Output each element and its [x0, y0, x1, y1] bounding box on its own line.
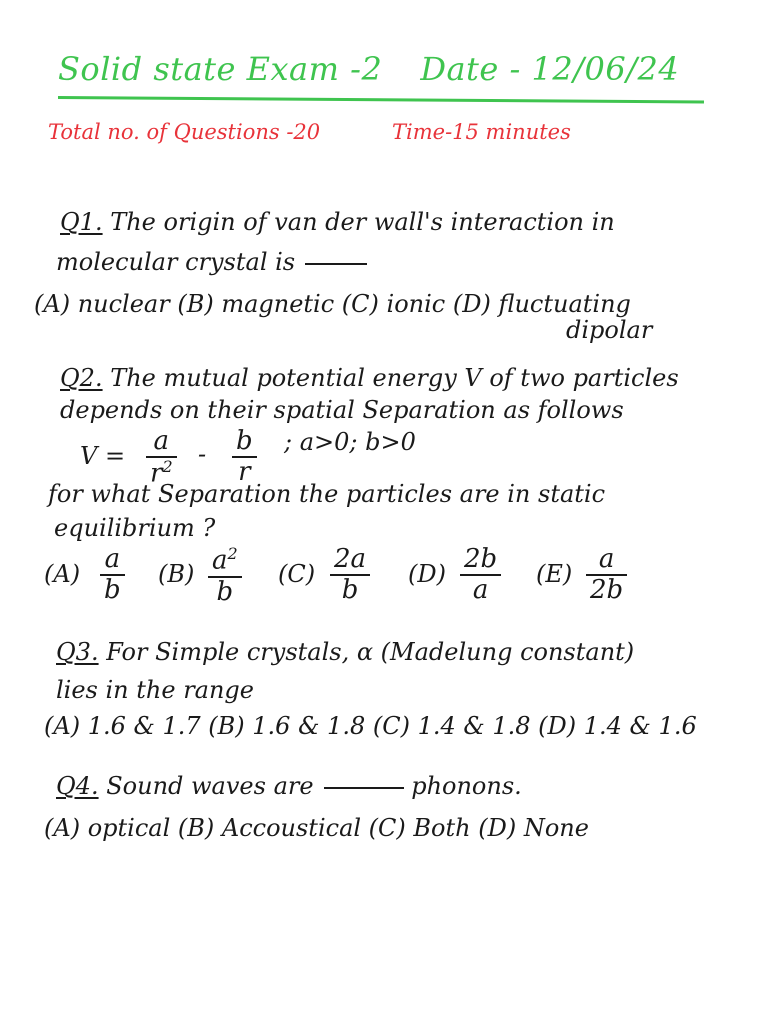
q2-opt-b-label: (B)	[158, 560, 195, 588]
q2-line-3: for what Separation the particles are in static	[48, 480, 606, 508]
q1-option-d-cont: dipolar	[566, 316, 653, 344]
q2-text-1: The mutual potential energy V of two particles	[110, 364, 679, 392]
exam-date: Date - 12/06/24	[420, 50, 680, 88]
q2-line-1	[60, 364, 679, 392]
q2-opt-c-den: b	[341, 575, 359, 606]
q2-opt-b-num: a	[212, 545, 228, 576]
q2-opt-e-num: a	[598, 544, 615, 574]
q2-opt-b-den: b	[216, 576, 234, 607]
q2-eq-lhs: V =	[80, 442, 126, 470]
q2-opt-d-den: a	[472, 575, 489, 606]
q2-opt-b	[208, 546, 242, 606]
q1-options: (A) nuclear (B) magnetic (C) ionic (D) fluctuating	[34, 290, 631, 318]
q4-text-after: phonons.	[411, 772, 522, 800]
q3-text-1: For Simple crystals, α (Madelung constant)	[106, 638, 635, 666]
q2-opt-e-den: 2b	[590, 575, 624, 606]
q2-eq-t1-num: a	[153, 426, 170, 456]
q1-line-1	[60, 208, 615, 236]
q2-opt-d-num: 2b	[464, 544, 498, 574]
q3-number: Q3.	[56, 638, 99, 666]
q1-line-2	[56, 248, 367, 276]
q2-opt-a	[100, 546, 125, 605]
q2-opt-d-label: (D)	[408, 560, 446, 588]
exam-title	[58, 50, 679, 88]
q4-blank	[324, 787, 404, 789]
q3-options: (A) 1.6 & 1.7 (B) 1.6 & 1.8 (C) 1.4 & 1.8 (D) 1.4 & 1.6	[44, 712, 697, 740]
q2-opt-c	[330, 546, 370, 605]
q2-opt-c-label: (C)	[278, 560, 316, 588]
q2-opt-c-num: 2a	[334, 544, 367, 574]
q2-eq-t2-num: b	[236, 426, 253, 456]
q4-text-before: Sound waves are	[106, 772, 314, 800]
q1-text-1: The origin of van der wall's interaction in	[110, 208, 615, 236]
q2-line-4: equilibrium ?	[54, 514, 216, 542]
exam-title-left: Solid state Exam -2	[58, 50, 383, 88]
q2-opt-d	[460, 546, 501, 605]
total-questions: Total no. of Questions -20	[48, 120, 321, 144]
q1-blank	[305, 263, 367, 265]
q3-line-1	[56, 638, 634, 666]
q4-line-1	[56, 772, 522, 800]
q1-text-2: molecular crystal is	[56, 248, 296, 276]
q3-line-2: lies in the range	[56, 676, 254, 704]
q2-line-2: depends on their spatial Separation as follows	[60, 396, 624, 424]
q2-eq-term2	[232, 428, 257, 487]
q2-eq-minus: -	[198, 440, 207, 468]
q2-number: Q2.	[60, 364, 103, 392]
q2-opt-e-label: (E)	[536, 560, 573, 588]
q2-opt-a-den: b	[104, 575, 121, 606]
q4-options: (A) optical (B) Accoustical (C) Both (D) None	[44, 814, 589, 842]
q2-opt-a-num: a	[104, 544, 121, 574]
q2-eq-t1-den: r	[150, 458, 163, 489]
q4-number: Q4.	[56, 772, 99, 800]
q2-opt-e	[586, 546, 627, 605]
exam-time: Time-15 minutes	[392, 120, 571, 144]
q2-opt-b-num-wrap	[208, 546, 242, 575]
q2-opt-a-label: (A)	[44, 560, 81, 588]
q2-eq-t1-den-exp: 2	[162, 457, 173, 477]
q2-opt-b-num-exp: 2	[227, 544, 238, 563]
header-underline	[58, 96, 704, 104]
q2-eq-conditions: ; a>0; b>0	[284, 428, 416, 456]
q2-eq-t2-den: r	[238, 457, 251, 488]
q1-number: Q1.	[60, 208, 103, 236]
